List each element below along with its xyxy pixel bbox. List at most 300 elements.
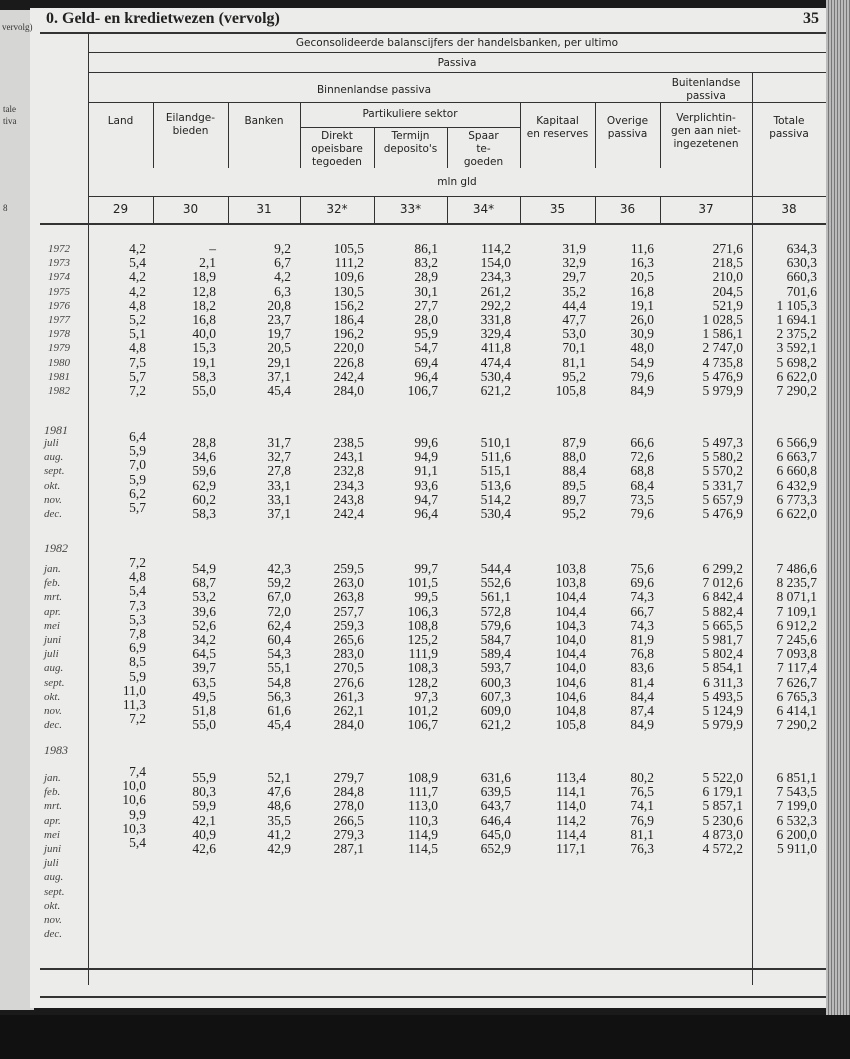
table-cell: 81,1 [562, 354, 586, 370]
table-cell: 81,1 [630, 826, 654, 842]
table-cell: 513,6 [480, 477, 511, 493]
section-year-heading: 1983 [44, 743, 68, 757]
table-cell: 645,0 [480, 826, 511, 842]
table-cell: 42,1 [192, 812, 216, 828]
column-header: Overige passiva [606, 115, 649, 140]
row-year: 1981 [48, 370, 70, 383]
table-cell: 278,0 [333, 798, 364, 814]
table-cell: 1 694.1 [776, 312, 817, 327]
table-cell: 29,1 [267, 354, 291, 370]
table-cell: 6 200,0 [776, 826, 817, 842]
table-cell: 12,8 [192, 283, 216, 299]
table-cell: 5 476,9 [702, 506, 743, 521]
table-cell: 4,2 [129, 283, 146, 299]
table-cell: 114,9 [408, 826, 438, 842]
row-month: sept. [44, 465, 65, 478]
table-cell: 113,4 [556, 770, 586, 785]
table-cell: 111,2 [334, 255, 364, 271]
table-cell: 579,6 [480, 617, 511, 633]
table-cell: 3 592,1 [776, 340, 817, 356]
table-cell: 20,8 [267, 297, 291, 313]
table-cell: 5 230,6 [702, 812, 743, 828]
row-month: mei [44, 828, 60, 841]
table-cell: 105,8 [555, 383, 586, 398]
table-cell: 5 331,7 [702, 477, 743, 493]
table-cell: 5 665,5 [702, 617, 743, 633]
row-month: dec. [44, 719, 63, 732]
table-cell: 607,3 [480, 688, 511, 704]
table-cell: 4,8 [129, 340, 146, 356]
row-month: mrt. [44, 591, 63, 604]
table-cell: 6 663,7 [776, 449, 817, 465]
table-cell: 7,2 [129, 555, 146, 570]
table-cell: 287,1 [333, 841, 364, 856]
table-cell: 7,2 [129, 383, 146, 398]
table-cell: 59,9 [192, 798, 216, 814]
section-title: 0. Geld- en kredietwezen (vervolg) [46, 10, 280, 27]
table-cell: 279,3 [333, 826, 364, 842]
table-cell: 243,8 [333, 491, 364, 507]
table-cell: 6 622,0 [776, 506, 817, 521]
table-cell: 7,0 [129, 457, 146, 473]
table-cell: 7 109,1 [776, 603, 817, 619]
rule-line [88, 72, 826, 73]
rule-line [88, 196, 826, 197]
table-cell: 95,2 [562, 506, 586, 521]
table-cell: 41,2 [267, 826, 291, 842]
row-year: 1976 [48, 299, 70, 312]
table-cell: 561,1 [480, 589, 511, 605]
section-year-heading: 1981 [44, 423, 68, 437]
table-cell: 104,0 [555, 660, 586, 676]
rule-line [88, 52, 826, 53]
row-month: jan. [44, 772, 61, 784]
table-cell: 55,1 [267, 660, 291, 676]
column-header: Termijn deposito's [383, 130, 438, 155]
table-cell: 510,1 [480, 435, 511, 450]
table-cell: 104,6 [555, 688, 586, 704]
table-cell: 48,6 [267, 798, 291, 814]
row-year: 1979 [48, 342, 70, 355]
table-cell: 59,2 [267, 575, 291, 591]
table-cell: 6 311,3 [703, 674, 743, 690]
table-cell: 37,1 [267, 368, 291, 384]
table-cell: 63,5 [192, 674, 216, 690]
row-year: 1978 [48, 328, 70, 341]
table-cell: 31,9 [562, 241, 586, 256]
table-cell: 7 290,2 [776, 717, 817, 733]
table-cell: 5 981,7 [702, 632, 743, 647]
table-cell: 72,0 [267, 603, 291, 619]
row-month: sept. [44, 885, 65, 898]
table-cell: 72,6 [630, 449, 654, 465]
table-cell: 104,8 [555, 703, 586, 718]
table-cell: 49,5 [192, 688, 216, 704]
table-cell: 16,3 [630, 255, 654, 271]
group-passiva: Passiva [437, 57, 477, 69]
table-cell: 28,0 [414, 312, 438, 327]
table-cell: 74,1 [630, 798, 654, 814]
table-cell: 117,1 [556, 841, 586, 856]
table-cell: 51,8 [192, 703, 216, 718]
table-cell: 5 497,3 [702, 435, 743, 450]
table-cell: 186,4 [333, 312, 364, 327]
row-year: 1972 [48, 243, 70, 255]
table-cell: 584,7 [480, 632, 511, 647]
table-cell: 69,6 [630, 575, 654, 591]
table-cell: 7,3 [129, 597, 146, 613]
table-cell: 5,9 [129, 443, 146, 459]
row-month: aug. [44, 662, 64, 675]
table-cell: 58,3 [192, 506, 216, 521]
table-cell: 62,9 [192, 477, 216, 493]
table-cell: 5,3 [129, 611, 146, 627]
table-cell: 32,7 [267, 449, 291, 465]
column-header: Land [107, 115, 134, 127]
table-cell: 7 245,6 [776, 632, 817, 647]
table-cell: 10,3 [122, 820, 146, 836]
row-month: dec. [44, 928, 63, 941]
table-cell: 609,0 [480, 703, 511, 718]
table-cell: 66,7 [630, 603, 654, 619]
table-cell: 593,7 [480, 660, 511, 676]
table-cell: 94,9 [414, 449, 438, 465]
table-cell: 242,4 [333, 506, 364, 521]
table-cell: 106,7 [407, 383, 438, 398]
table-cell: 75,6 [630, 561, 654, 576]
table-cell: 196,2 [333, 326, 364, 342]
table-cell: 5,9 [129, 471, 146, 487]
row-month: mei [44, 619, 60, 632]
table-cell: 8 071,1 [776, 589, 817, 605]
column-header: Spaar te- goeden [463, 130, 504, 168]
table-cell: 54,8 [267, 674, 291, 690]
table-cell: 59,6 [192, 463, 216, 479]
table-cell: 54,9 [630, 354, 654, 370]
table-cell: 61,6 [267, 703, 291, 718]
table-cell: 70,1 [562, 340, 586, 356]
column-number: 35 [549, 202, 566, 216]
table-cell: 110,3 [408, 812, 438, 828]
table-cell: 81,4 [630, 674, 654, 690]
table-cell: 270,5 [333, 660, 364, 676]
column-header: Eilandge- bieden [165, 112, 216, 137]
table-cell: 156,2 [333, 297, 364, 313]
table-cell: 37,1 [267, 506, 291, 521]
table-cell: 103,8 [555, 575, 586, 591]
table-cell: 27,7 [414, 297, 438, 313]
table-cell: 47,7 [562, 312, 586, 327]
column-number: 29 [112, 202, 129, 216]
table-cell: 130,5 [333, 283, 364, 299]
table-cell: 474,4 [480, 354, 511, 370]
table-cell: 81,9 [630, 632, 654, 647]
row-month: okt. [44, 690, 61, 703]
table-cell: 515,1 [480, 463, 511, 479]
table-cell: 4 735,8 [702, 354, 743, 370]
table-cell: 6,9 [129, 640, 146, 656]
table-cell: 266,5 [333, 812, 364, 828]
row-month: feb. [44, 786, 61, 799]
table-cell: 1 586,1 [702, 326, 743, 342]
table-cell: 91,1 [414, 463, 438, 479]
row-year: 1980 [48, 356, 70, 369]
table-cell: 19,1 [630, 297, 654, 313]
table-cell: 6 842,4 [702, 589, 743, 605]
column-number: 36 [619, 202, 636, 216]
table-cell: 639,5 [480, 784, 511, 800]
table-cell: 5 979,9 [702, 717, 743, 733]
table-cell: 4,2 [129, 241, 146, 256]
table-cell: 109,6 [333, 269, 364, 285]
table-cell: 93,6 [414, 477, 438, 493]
table-cell: 4,8 [129, 569, 146, 585]
table-cell: 103,8 [555, 561, 586, 576]
table-cell: 23,7 [267, 312, 291, 327]
rule-line [300, 127, 520, 128]
table-cell: 643,7 [480, 798, 511, 814]
table-cell: 108,8 [407, 617, 438, 633]
table-cell: 95,9 [414, 326, 438, 342]
table-cell: 58,3 [192, 368, 216, 384]
table-cell: 5 979,9 [702, 383, 743, 398]
table-cell: 5 911,0 [777, 841, 817, 856]
table-cell: 6 773,3 [776, 491, 817, 507]
table-cell: 259,5 [333, 561, 364, 576]
table-cell: 114,1 [556, 784, 586, 800]
prev-page-text: vervolg) [2, 22, 33, 32]
table-cell: 544,4 [480, 561, 511, 576]
row-month: juli [44, 648, 59, 661]
table-cell: 68,4 [630, 477, 654, 493]
table-cell: 521,9 [712, 297, 743, 313]
prev-page-text: tiva [3, 116, 17, 126]
table-cell: 4 873,0 [702, 826, 743, 842]
table-cell: 26,0 [630, 312, 654, 327]
table-cell: 45,4 [267, 383, 291, 398]
table-cell: 5 802,4 [702, 646, 743, 662]
table-cell: 34,2 [192, 632, 216, 647]
table-cell: 108,9 [407, 770, 438, 785]
table-cell: 55,9 [192, 770, 216, 785]
table-cell: 55,0 [192, 717, 216, 733]
table-cell: 530,4 [480, 368, 511, 384]
rule-line [40, 223, 826, 225]
table-cell: 69,4 [414, 354, 438, 370]
table-cell: 19,1 [192, 354, 216, 370]
table-cell: 101,2 [407, 703, 438, 718]
table-cell: 28,9 [414, 269, 438, 285]
table-cell: 27,8 [267, 463, 291, 479]
scan-border [0, 1015, 850, 1059]
page-number: 35 [803, 10, 819, 27]
table-cell: 104,6 [555, 674, 586, 690]
row-month: juli [44, 857, 59, 870]
table-cell: 242,4 [333, 368, 364, 384]
table-cell: 114,5 [408, 841, 438, 856]
row-month: apr. [44, 605, 61, 618]
table-cell: 5 580,2 [702, 449, 743, 465]
table-cell: 6,2 [129, 485, 146, 501]
row-month: juni [44, 634, 62, 646]
table-cell: 257,7 [333, 603, 364, 619]
table-cell: 7,8 [129, 626, 146, 641]
row-month: mrt. [44, 800, 63, 813]
table-cell: 62,4 [267, 617, 291, 633]
table-cell: 232,8 [333, 463, 364, 479]
table-cell: 45,4 [267, 717, 291, 733]
column-number: 38 [781, 202, 797, 216]
table-cell: 55,0 [192, 383, 216, 398]
column-header: Banken [244, 115, 284, 127]
table-cell: 105,5 [333, 241, 364, 256]
row-month: juli [44, 437, 59, 449]
table-cell: 104,4 [555, 589, 586, 605]
table-cell: 99,5 [414, 589, 438, 605]
table-cell: 6,7 [274, 255, 291, 271]
table-cell: 204,5 [712, 283, 743, 299]
table-cell: 284,8 [333, 784, 364, 800]
column-header: Totale passiva [769, 115, 809, 140]
table-cell: 18,2 [192, 297, 216, 313]
row-year: 1974 [48, 271, 70, 284]
table-cell: 105,8 [555, 717, 586, 733]
table-cell: 530,4 [480, 506, 511, 521]
table-cell: 6 414,1 [776, 703, 817, 718]
table-cell: 52,6 [192, 617, 216, 633]
table-cell: 259,3 [333, 617, 364, 633]
table-cell: 5,4 [129, 583, 146, 599]
table-cell: 5,1 [129, 326, 146, 342]
table-cell: 99,7 [414, 561, 438, 576]
table-cell: 104,3 [555, 617, 586, 633]
row-month: sept. [44, 676, 65, 689]
table-cell: 11,0 [122, 682, 146, 698]
table-cell: 154,0 [480, 255, 511, 271]
table-cell: 6 622,0 [776, 368, 817, 384]
table-cell: 42,9 [267, 841, 291, 856]
table-cell: 329,4 [480, 326, 511, 342]
table-cell: 5 882,4 [702, 603, 743, 619]
table-cell: 106,7 [407, 717, 438, 733]
table-cell: 621,2 [480, 717, 511, 733]
row-year: 1975 [48, 285, 70, 298]
table-cell: 4,2 [274, 269, 291, 285]
table-cell: 68,8 [630, 463, 654, 479]
table-cell: 99,6 [414, 435, 438, 450]
table-cell: 6 660,8 [776, 463, 817, 479]
table-cell: 7 093,8 [776, 646, 817, 662]
table-cell: 5,4 [129, 835, 146, 850]
table-cell: 54,7 [414, 340, 438, 356]
table-cell: 30,1 [414, 283, 438, 299]
table-cell: 11,3 [122, 697, 146, 712]
table-cell: 76,5 [630, 784, 654, 800]
table-cell: 34,6 [192, 449, 216, 465]
column-number: 31 [256, 202, 272, 216]
table-cell: 83,2 [414, 255, 438, 271]
table-cell: 271,6 [712, 241, 743, 256]
table-cell: 42,3 [267, 561, 291, 576]
table-cell: 5 493,5 [702, 688, 743, 704]
row-month: nov. [44, 493, 62, 506]
table-cell: 76,3 [630, 841, 654, 856]
table-cell: 5 854,1 [702, 660, 743, 676]
column-divider [228, 102, 229, 168]
row-year: 1982 [48, 385, 70, 397]
table-cell: 6,3 [274, 283, 291, 299]
table-cell: 53,0 [562, 326, 586, 342]
column-header: Direkt opeisbare tegoeden [311, 130, 363, 168]
column-number: 32* [326, 202, 348, 216]
table-cell: 114,2 [481, 241, 511, 256]
table-cell: 29,7 [562, 269, 586, 285]
table-cell: 589,4 [480, 646, 511, 662]
column-number: 37 [698, 202, 714, 216]
column-header: Kapitaal en reserves [526, 115, 589, 140]
table-cell: 48,0 [630, 340, 654, 356]
table-cell: 60,4 [267, 632, 291, 647]
table-cell: 279,7 [333, 770, 364, 785]
table-cell: 106,3 [407, 603, 438, 619]
table-cell: 226,8 [333, 354, 364, 370]
table-cell: 276,6 [333, 674, 364, 690]
table-cell: 66,6 [630, 435, 654, 450]
table-cell: 210,0 [712, 269, 743, 285]
table-cell: 8,5 [129, 654, 146, 670]
row-year: 1973 [48, 257, 70, 270]
table-cell: 39,7 [192, 660, 216, 676]
table-cell: 6 299,2 [702, 561, 743, 576]
table-cell: 111,9 [408, 646, 438, 662]
column-number: 33* [399, 202, 422, 216]
table-cell: 125,2 [407, 632, 438, 647]
table-cell: 80,3 [192, 784, 216, 800]
row-month: feb. [44, 577, 61, 590]
table-cell: 7 543,5 [776, 784, 817, 800]
table-cell: 39,6 [192, 603, 216, 619]
table-cell: 97,3 [414, 688, 438, 704]
table-cell: 261,2 [480, 283, 511, 299]
row-month: aug. [44, 451, 64, 464]
table-cell: 15,3 [192, 340, 216, 356]
table-cell: 20,5 [630, 269, 654, 285]
table-cell: 19,7 [267, 326, 291, 342]
table-cell: 47,6 [267, 784, 291, 800]
table-cell: 634,3 [786, 241, 817, 256]
table-cell: 30,9 [630, 326, 654, 342]
table-cell: 511,6 [481, 449, 511, 465]
table-cell: 6 532,3 [776, 812, 817, 828]
table-cell: 84,9 [630, 717, 654, 733]
table-cell: 7,4 [129, 764, 146, 779]
table-cell: 5 657,9 [702, 491, 743, 507]
table-cell: 9,2 [274, 241, 291, 256]
table-cell: 73,5 [630, 491, 654, 507]
table-cell: 9,9 [129, 806, 146, 822]
table-cell: 89,5 [562, 477, 586, 493]
table-cell: 8 235,7 [776, 575, 817, 591]
table-cell: 20,5 [267, 340, 291, 356]
rule-line [40, 968, 826, 970]
rule-line [40, 996, 826, 998]
table-cell: 33,1 [267, 491, 291, 507]
table-cell: 5,4 [129, 255, 146, 271]
table-cell: 263,0 [333, 575, 364, 591]
table-cell: 87,4 [630, 703, 654, 718]
table-cell: 60,2 [192, 491, 216, 507]
table-cell: 284,0 [333, 717, 364, 733]
